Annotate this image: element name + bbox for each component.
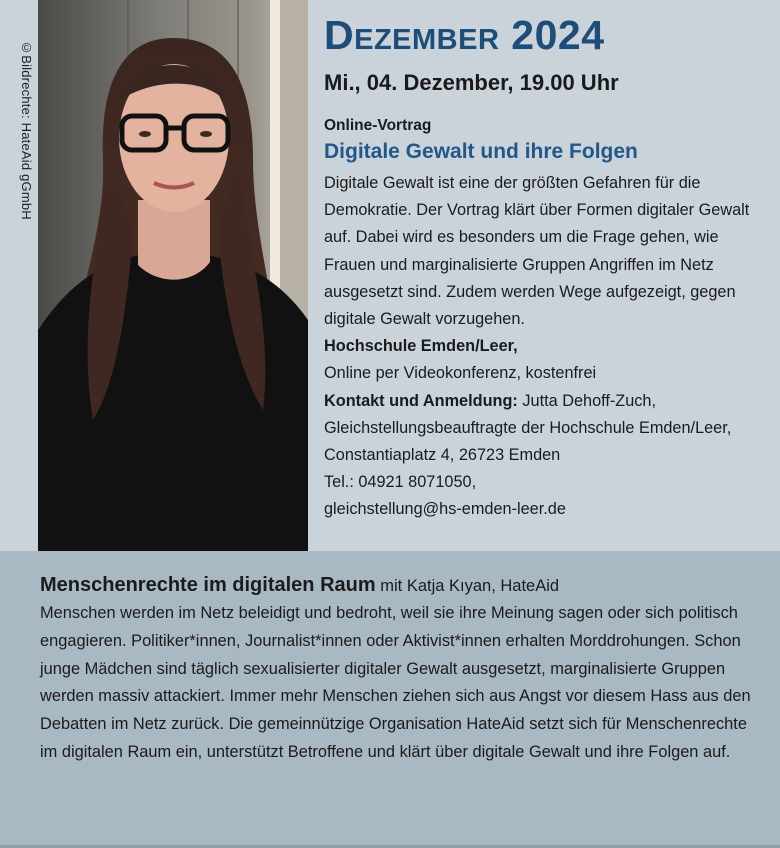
lecture-speaker: mit Katja Kıyan, HateAid (380, 577, 560, 595)
lecture-title: Menschenrechte im digitalen Raum (40, 574, 376, 596)
event-location: Online per Videokonferenz, kostenfrei (324, 364, 597, 383)
lecture-block (40, 571, 768, 767)
event-host: Hochschule Emden/Leer, (324, 337, 518, 356)
event-title: Digitale Gewalt und ihre Folgen (324, 140, 638, 163)
speaker-photo (38, 0, 308, 551)
lecture-section (0, 551, 780, 848)
lecture-heading (40, 571, 768, 600)
month-heading: Dezember 2024 (324, 12, 605, 58)
lecture-body: Menschen werden im Netz beleidigt und bedroht, weil sie ihre Meinung sagen oder sich politisch engagieren. Politiker*innen, Journalist*innen oder Aktivist*innen erhalten Morddrohungen. Schon junge Mädchen sind täglich sexualisierter digitaler Gewalt ausgesetzt, marginalisierte Gruppen werden massiv attackiert. Immer mehr Menschen ziehen sich aus Angst vor diesem Hass aus den Debatten im Netz zurück. Die gemeinnützige Organisation HateAid setzt sich für Menschenrechte im digitalen Raum ein, unterstützt Betroffene und klärt über digitale Gewalt und ihre Folgen auf. (40, 604, 751, 761)
event-type: Online-Vortrag (324, 117, 432, 134)
photo-credit: ©Bildrechte: HateAid gGmbH (19, 40, 34, 220)
event-phone: Tel.: 04921 8071050, (324, 473, 477, 492)
event-date: Mi., 04. Dezember, 19.00 Uhr (324, 70, 619, 95)
event-details (324, 170, 766, 524)
event-description: Digitale Gewalt ist eine der größten Gefahren für die Demokratie. Der Vortrag klärt über Formen digitaler Gewalt auf. Dabei wird es besonders um die Frage gehen, wie Frauen und marginalisierte Gruppen Angriffen im Netz ausgesetzt sind. Zudem werden Wege aufgezeigt, gegen digitale Gewalt vorzugehen. (324, 174, 750, 329)
event-email: gleichstellung@hs-emden-leer.de (324, 500, 566, 519)
contact-text: Jutta Dehoff-Zuch, Gleichstellungsbeauftragte der Hochschule Emden/Leer, Constantiaplatz 4, 26723 Emden (324, 391, 732, 465)
contact-label: Kontakt und Anmeldung: (324, 391, 518, 410)
event-contact (324, 388, 766, 470)
